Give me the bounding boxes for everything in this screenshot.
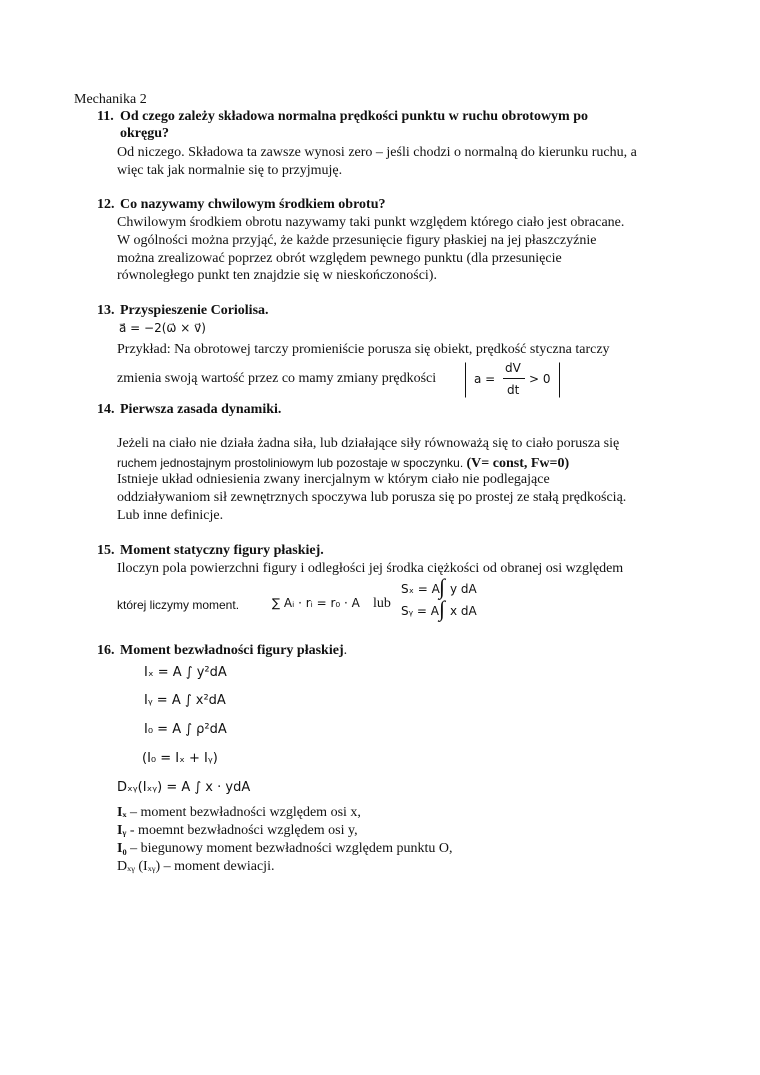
q15-sy-lhs: Sᵧ = A	[401, 604, 439, 618]
q11-title-line1: Od czego zależy składowa normalna prędkości punktu w ruchu obrotowym po	[120, 109, 589, 124]
q16-formula-io: I₀ = A ∫ ρ²dA	[144, 722, 227, 737]
q13-fraction-bar	[503, 378, 525, 379]
q12-title: Co nazywamy chwilowym środkiem obrotu?	[120, 197, 386, 212]
q12-number: 12.	[97, 197, 115, 212]
document-title: Mechanika 2	[74, 92, 147, 107]
q14-line2-formula: (V= const, Fw=0)	[466, 456, 570, 471]
q11-answer-line1: Od niczego. Składowa ta zawsze wynosi zero – jeśli chodzi o normalną do kierunku ruchu, a	[117, 145, 637, 160]
q15-sy-rhs: x dA	[450, 604, 477, 618]
q11-answer-line2: więc tak jak normalnie się to przyjmuję.	[117, 163, 343, 178]
q16-def-3-symbol: I₀	[117, 841, 127, 856]
q13-title: Przyspieszenie Coriolisa.	[120, 303, 269, 318]
q12-line3: można zrealizować poprzez obrót względem pewnego punktu (dla przesunięcie	[117, 251, 562, 266]
q15-number: 15.	[97, 543, 115, 558]
q12-line2: W ogólności można przyjąć, że każde przesunięcie figury płaskiej na jej płaszczyźnie	[117, 233, 597, 248]
q15-line2: której liczymy moment.	[117, 598, 240, 612]
q13-number: 13.	[97, 303, 115, 318]
q16-title: Moment bezwładności figury płaskiej	[120, 643, 344, 658]
q16-title-line	[120, 642, 347, 660]
q13-example-line1: Przykład: Na obrotowej tarczy promieniście porusza się obiekt, prędkość styczna tarczy	[117, 342, 610, 357]
q16-def-1-symbol: Iₓ	[117, 805, 127, 820]
q15-sx-rhs: y dA	[450, 582, 477, 596]
q15-sum-formula: ∑ Aᵢ · rᵢ = r₀ · A	[272, 596, 360, 610]
q13-fraction-numerator: dV	[505, 361, 521, 375]
q16-formula-ix: Iₓ = A ∫ y²dA	[144, 665, 227, 680]
q13-fraction-denominator: dt	[507, 383, 520, 397]
q16-def-1	[117, 804, 361, 822]
q16-def-2-symbol: Iᵧ	[117, 823, 127, 838]
q13-formula: a⃗ = −2(ω⃗ × v⃗)	[119, 321, 206, 335]
q11-title-line2: okręgu?	[120, 126, 169, 141]
q12-line4: równoległego punkt ten znajdzie się w nieskończoności).	[117, 268, 437, 283]
q16-formula-iy: Iᵧ = A ∫ x²dA	[144, 693, 226, 708]
q15-lub: lub	[373, 596, 391, 611]
q14-line4: oddziaływaniom sił zewnętrznych spoczywa lub porusza się po prostej ze stałą prędkością.	[117, 490, 627, 505]
q14-line3: Istnieje układ odniesienia zwany inercjalnym w którym ciało nie podlegające	[117, 472, 550, 487]
q16-def-2-text: - moemnt bezwładności względem osi y,	[126, 823, 358, 838]
q16-formula-sum: (I₀ = Iₓ + Iᵧ)	[142, 751, 218, 766]
q14-title: Pierwsza zasada dynamiki.	[120, 402, 282, 417]
q16-def-4-symbol: Dₓᵧ (Iₓᵧ)	[117, 859, 161, 874]
q13-fraction-tail: > 0	[529, 372, 551, 386]
q11-number: 11.	[97, 109, 114, 124]
q15-sx-integral-icon: ∫	[439, 574, 446, 599]
q12-line1: Chwilowym środkiem obrotu nazywamy taki punkt względem którego ciało jest obracane.	[117, 215, 625, 230]
q16-def-1-text: – moment bezwładności względem osi x,	[126, 805, 361, 820]
q14-number: 14.	[97, 402, 115, 417]
q13-example-line2: zmienia swoją wartość przez co mamy zmiany prędkości	[117, 371, 437, 386]
q15-line1: Iloczyn pola powierzchni figury i odległości jej środka ciężkości od obranej osi względem	[117, 561, 624, 576]
q16-title-tail: .	[343, 643, 348, 658]
q16-def-4-text: – moment dewiacji.	[160, 859, 275, 874]
q16-def-2	[117, 822, 358, 840]
q14-line1: Jeżeli na ciało nie działa żadna siła, lub działające siły równoważą się to ciało porusza się	[117, 436, 620, 451]
q14-line5: Lub inne definicje.	[117, 508, 224, 523]
q16-formula-dxy: Dₓᵧ(Iₓᵧ) = A ∫ x · ydA	[117, 780, 251, 795]
q16-def-4	[117, 858, 274, 876]
q15-sy-integral-icon: ∫	[439, 596, 446, 621]
q15-sx-lhs: Sₓ = A	[401, 582, 440, 596]
q16-def-3-text: – biegunowy moment bezwładności względem punktu O,	[126, 841, 453, 856]
q14-line2-text: ruchem jednostajnym prostoliniowym lub pozostaje w spoczynku.	[117, 456, 464, 470]
q13-right-bracket	[553, 362, 560, 398]
q16-def-3	[117, 840, 452, 858]
q13-fraction-lhs: a =	[474, 372, 496, 386]
q15-title: Moment statyczny figury płaskiej.	[120, 543, 324, 558]
q16-number: 16.	[97, 643, 115, 658]
